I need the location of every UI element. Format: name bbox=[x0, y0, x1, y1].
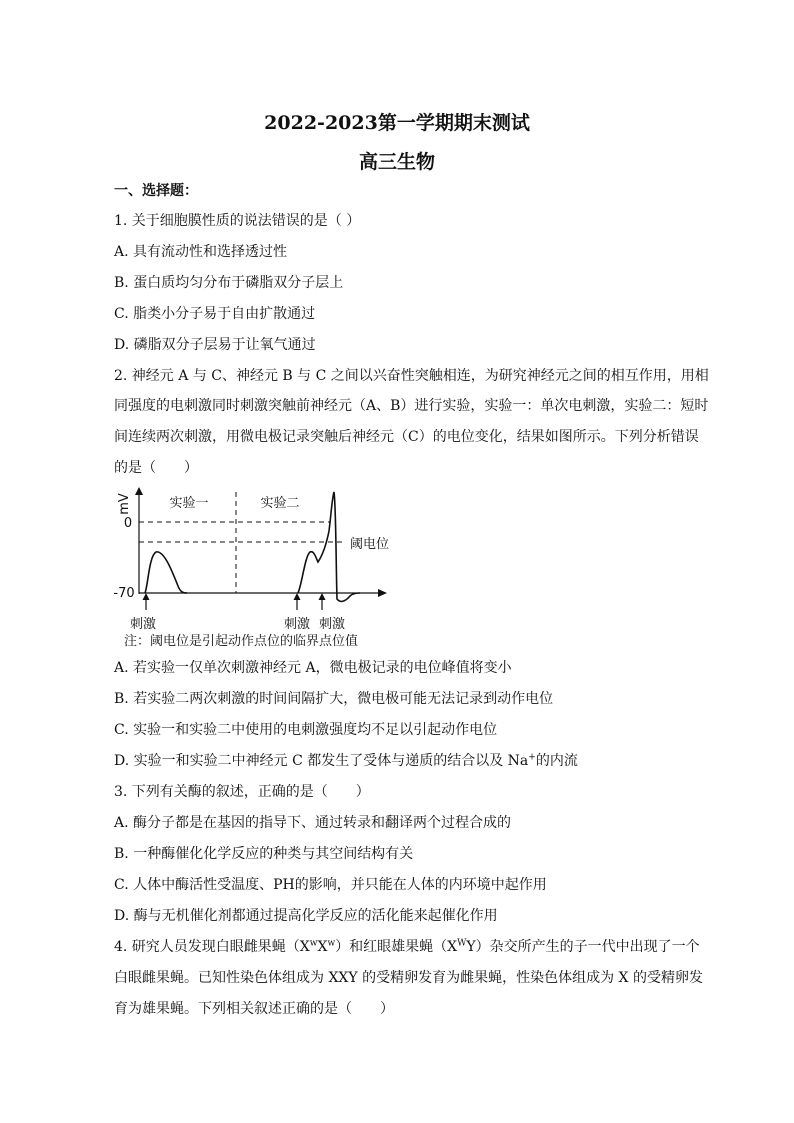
stimulus-label-3: 刺激 bbox=[318, 617, 346, 632]
membrane-potential-figure bbox=[112, 486, 402, 648]
q3-option-d: D. 酶与无机催化剂都通过提高化学反应的活化能来起催化作用 bbox=[114, 908, 498, 924]
sodium-charge: + bbox=[528, 752, 536, 763]
figure-note: 注：阈电位是引起动作点位的临界点位值 bbox=[124, 634, 359, 648]
q4-stem-line-1: 4. 研究人员发现白眼雌果蝇$(X^wX^w)$和红眼雄果蝇$(X^WY)$杂交所产生的子一代中出现了一个 bbox=[114, 938, 700, 955]
stimulus-label-1: 刺激 bbox=[129, 617, 157, 632]
section-heading: 一、选择题： bbox=[114, 183, 198, 199]
q2-option-d bbox=[114, 751, 578, 771]
q2-option-b: B. 若实验二两次刺激的时间间隔扩大，微电极可能无法记录到动作电位 bbox=[114, 691, 554, 707]
q3-option-b: B. 一种酶催化化学反应的种类与其空间结构有关 bbox=[114, 846, 414, 862]
stimulus-arrow-3 bbox=[319, 593, 326, 610]
q3-option-a: A. 酶分子都是在基因的指导下、通过转录和翻译两个过程合成的 bbox=[114, 815, 512, 831]
q2-option-c: C. 实验一和实验二中使用的电刺激强度均不足以引起动作电位 bbox=[114, 722, 498, 738]
q1-option-d: D. 磷脂双分子层易于让氧气通过 bbox=[114, 337, 316, 353]
stimulus-arrow-2 bbox=[294, 593, 301, 610]
q2-option-d-text: D. 实验一和实验二中神经元 C 都发生了受体与递质的结合以及 Na bbox=[114, 753, 529, 769]
q4-stem-line-2: 白眼雌果蝇。已知性染色体组成为 XXY 的受精卵发育为雌果蝇，性染色体组成为 X 的受精卵发 bbox=[114, 970, 703, 986]
q2-option-d-tail: 的内流 bbox=[535, 753, 578, 769]
q1-option-c: C. 脂类小分子易于自由扩散通过 bbox=[114, 306, 316, 322]
page-subtitle: 高三生物 bbox=[358, 151, 435, 173]
label-experiment-2: 实验二 bbox=[260, 496, 300, 511]
q2-stem-line-2: 同强度的电刺激同时刺激突触前神经元（A、B）进行实验，实验一：单次电刺激，实验二：短时 bbox=[114, 398, 709, 414]
stimulus-label-2: 刺激 bbox=[283, 617, 311, 632]
q1-stem: 1. 关于细胞膜性质的说法错误的是（ ） bbox=[114, 213, 361, 229]
y-axis-arrow bbox=[135, 487, 143, 495]
stimulus-arrow-1 bbox=[143, 593, 150, 610]
q1-option-a: A. 具有流动性和选择透过性 bbox=[114, 244, 288, 260]
q3-option-c: C. 人体中酶活性受温度、PH的影响，并只能在人体的内环境中起作用 bbox=[114, 877, 547, 893]
q2-stem-line-3: 间连续两次刺激，用微电极记录突触后神经元（C）的电位变化，结果如图所示。下列分析错误 bbox=[114, 429, 699, 445]
q2-stem-line-4: 的是（ ） bbox=[114, 460, 198, 476]
page-title: 2022-2023第一学期期末测试 bbox=[264, 112, 530, 134]
q2-option-a: A. 若实验一仅单次刺激神经元 A，微电极记录的电位峰值将变小 bbox=[114, 660, 512, 676]
q3-stem: 3. 下列有关酶的叙述，正确的是（ ） bbox=[114, 784, 370, 800]
q2-stem-line-1: 2. 神经元 A 与 C、神经元 B 与 C 之间以兴奋性突触相连，为研究神经元之间的相互作用，用相 bbox=[114, 368, 709, 384]
y-tick-zero: 0 bbox=[123, 516, 133, 531]
y-tick-rest: -70 bbox=[113, 586, 135, 601]
y-axis-unit: mV bbox=[117, 493, 132, 515]
q1-option-b: B. 蛋白质均匀分布于磷脂双分子层上 bbox=[114, 275, 344, 291]
x-axis-arrow bbox=[378, 589, 387, 597]
q4-stem-line-3: 育为雄果蝇。下列相关叙述正确的是（ ） bbox=[114, 1001, 394, 1017]
trace-experiment-1 bbox=[145, 552, 187, 593]
threshold-label: 阈电位 bbox=[350, 537, 390, 552]
label-experiment-1: 实验一 bbox=[169, 496, 209, 511]
